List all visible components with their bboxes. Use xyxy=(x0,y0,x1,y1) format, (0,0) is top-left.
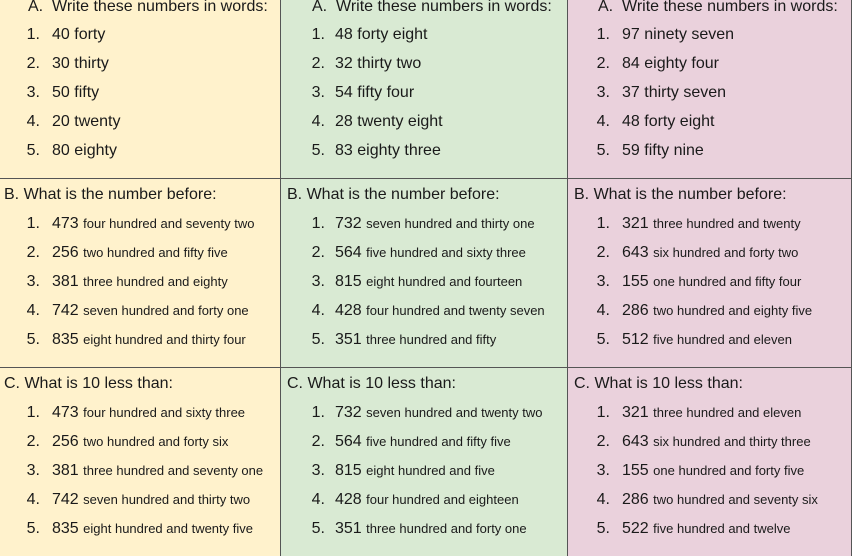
item-words: one hundred and fifty four xyxy=(653,274,802,289)
item-answer xyxy=(622,490,818,510)
item-number: 3. xyxy=(596,462,610,479)
item-words: five hundred and eleven xyxy=(653,332,792,347)
item-answer: 20 twenty xyxy=(52,113,121,130)
section-b-heading: B. What is the number before: xyxy=(574,186,787,203)
item-value: 155 xyxy=(622,273,649,290)
item-value: 732 xyxy=(335,215,362,232)
item-value: 564 xyxy=(335,244,362,261)
item-words: two hundred and fifty five xyxy=(83,245,228,260)
item-value: 321 xyxy=(622,215,649,232)
item-answer xyxy=(52,519,253,539)
item-number: 5. xyxy=(26,142,40,159)
section-a-heading xyxy=(598,0,838,16)
item-answer xyxy=(52,301,249,321)
item-value: 286 xyxy=(622,302,649,319)
row-divider xyxy=(0,178,852,179)
item-answer: 83 eighty three xyxy=(335,142,441,159)
section-b-heading: B. What is the number before: xyxy=(4,186,217,203)
item-number: 4. xyxy=(26,491,40,508)
section-a-heading xyxy=(312,0,552,16)
item-answer xyxy=(622,432,811,452)
item-answer xyxy=(335,432,511,452)
section-c-heading: C. What is 10 less than: xyxy=(4,375,173,392)
item-answer xyxy=(52,432,228,452)
item-words: two hundred and seventy six xyxy=(653,492,818,507)
item-number: 3. xyxy=(596,84,610,101)
item-words: three hundred and twenty xyxy=(653,216,801,231)
item-answer: 50 fifty xyxy=(52,84,100,101)
item-number: 5. xyxy=(311,520,325,537)
item-words: seven hundred and twenty two xyxy=(366,405,543,420)
item-number: 2. xyxy=(26,55,40,72)
item-answer: 32 thirty two xyxy=(335,55,422,72)
item-words: seven hundred and forty one xyxy=(83,303,249,318)
section-a-letter: A. xyxy=(598,0,614,15)
item-answer: 84 eighty four xyxy=(622,55,719,72)
item-value: 732 xyxy=(335,404,362,421)
item-number: 5. xyxy=(26,331,40,348)
item-value: 286 xyxy=(622,491,649,508)
item-value: 522 xyxy=(622,520,649,537)
item-number: 3. xyxy=(596,273,610,290)
item-number: 2. xyxy=(596,244,610,261)
item-value: 428 xyxy=(335,491,362,508)
item-number: 2. xyxy=(596,433,610,450)
item-number: 3. xyxy=(311,273,325,290)
section-a-title: Write these numbers in words: xyxy=(336,0,552,15)
item-words: seven hundred and thirty one xyxy=(366,216,535,231)
item-number: 3. xyxy=(311,84,325,101)
item-number: 5. xyxy=(596,142,610,159)
item-value: 473 xyxy=(52,404,79,421)
item-number: 2. xyxy=(596,55,610,72)
item-answer xyxy=(622,519,790,539)
item-answer xyxy=(335,519,527,539)
item-words: five hundred and twelve xyxy=(653,521,791,536)
item-words: seven hundred and thirty two xyxy=(83,492,251,507)
item-answer xyxy=(622,330,792,350)
column-divider xyxy=(280,0,281,556)
item-number: 1. xyxy=(311,215,325,232)
item-number: 2. xyxy=(311,244,325,261)
item-number: 3. xyxy=(26,273,40,290)
item-value: 512 xyxy=(622,331,649,348)
item-value: 742 xyxy=(52,491,79,508)
item-number: 1. xyxy=(596,26,610,43)
item-number: 4. xyxy=(26,302,40,319)
item-number: 4. xyxy=(311,113,325,130)
item-answer xyxy=(335,490,519,510)
item-words: eight hundred and five xyxy=(366,463,495,478)
item-number: 5. xyxy=(311,142,325,159)
item-number: 2. xyxy=(311,433,325,450)
section-a-letter: A. xyxy=(28,0,44,15)
item-answer xyxy=(622,243,798,263)
section-a-title: Write these numbers in words: xyxy=(622,0,838,15)
item-number: 1. xyxy=(596,404,610,421)
item-words: three hundred and forty one xyxy=(366,521,527,536)
item-answer xyxy=(335,301,545,321)
item-value: 351 xyxy=(335,331,362,348)
item-number: 2. xyxy=(26,433,40,450)
section-a-letter: A. xyxy=(312,0,328,15)
item-number: 1. xyxy=(26,26,40,43)
item-number: 3. xyxy=(26,84,40,101)
item-answer: 54 fifty four xyxy=(335,84,415,101)
item-value: 428 xyxy=(335,302,362,319)
item-words: three hundred and eighty xyxy=(83,274,228,289)
item-words: six hundred and forty two xyxy=(653,245,799,260)
item-number: 1. xyxy=(26,404,40,421)
item-number: 5. xyxy=(26,520,40,537)
item-words: one hundred and forty five xyxy=(653,463,805,478)
item-answer: 37 thirty seven xyxy=(622,84,727,101)
item-words: two hundred and eighty five xyxy=(653,303,813,318)
item-answer xyxy=(52,461,263,481)
item-answer xyxy=(335,243,526,263)
item-value: 643 xyxy=(622,244,649,261)
item-number: 4. xyxy=(596,113,610,130)
item-value: 564 xyxy=(335,433,362,450)
section-a-heading xyxy=(28,0,268,16)
item-number: 1. xyxy=(311,404,325,421)
item-answer: 48 forty eight xyxy=(335,26,428,43)
item-answer xyxy=(52,243,228,263)
item-answer: 48 forty eight xyxy=(622,113,715,130)
item-answer xyxy=(622,301,812,321)
item-words: six hundred and thirty three xyxy=(653,434,811,449)
item-answer xyxy=(52,272,228,292)
item-words: four hundred and sixty three xyxy=(83,405,246,420)
row-divider xyxy=(0,367,852,368)
item-number: 3. xyxy=(26,462,40,479)
column-divider xyxy=(567,0,568,556)
item-answer: 28 twenty eight xyxy=(335,113,443,130)
item-answer xyxy=(622,461,804,481)
item-value: 155 xyxy=(622,462,649,479)
item-value: 381 xyxy=(52,462,79,479)
item-answer xyxy=(622,214,801,234)
item-value: 815 xyxy=(335,273,362,290)
worksheet-column-2 xyxy=(281,0,567,556)
item-words: five hundred and fifty five xyxy=(366,434,511,449)
item-value: 815 xyxy=(335,462,362,479)
item-answer xyxy=(335,214,535,234)
item-value: 473 xyxy=(52,215,79,232)
item-value: 835 xyxy=(52,331,79,348)
item-answer xyxy=(622,403,801,423)
item-number: 3. xyxy=(311,462,325,479)
worksheet-column-1 xyxy=(0,0,280,556)
item-number: 5. xyxy=(596,331,610,348)
item-answer xyxy=(52,214,254,234)
item-number: 2. xyxy=(26,244,40,261)
item-value: 256 xyxy=(52,433,79,450)
item-words: five hundred and sixty three xyxy=(366,245,526,260)
item-words: eight hundred and thirty four xyxy=(83,332,246,347)
item-number: 4. xyxy=(26,113,40,130)
item-number: 2. xyxy=(311,55,325,72)
item-number: 1. xyxy=(311,26,325,43)
item-answer xyxy=(52,490,250,510)
item-number: 4. xyxy=(311,491,325,508)
item-answer: 40 forty xyxy=(52,26,106,43)
item-answer: 97 ninety seven xyxy=(622,26,735,43)
item-words: three hundred and seventy one xyxy=(83,463,264,478)
item-number: 5. xyxy=(596,520,610,537)
section-a-title: Write these numbers in words: xyxy=(52,0,268,15)
item-answer: 59 fifty nine xyxy=(622,142,704,159)
item-words: two hundred and forty six xyxy=(83,434,229,449)
item-value: 643 xyxy=(622,433,649,450)
item-number: 1. xyxy=(26,215,40,232)
section-c-heading: C. What is 10 less than: xyxy=(287,375,456,392)
item-value: 835 xyxy=(52,520,79,537)
item-number: 4. xyxy=(596,491,610,508)
item-answer xyxy=(52,403,245,423)
item-number: 5. xyxy=(311,331,325,348)
item-answer xyxy=(52,330,246,350)
item-words: three hundred and eleven xyxy=(653,405,802,420)
item-answer xyxy=(335,272,522,292)
section-b-heading: B. What is the number before: xyxy=(287,186,500,203)
item-words: three hundred and fifty xyxy=(366,332,497,347)
item-number: 1. xyxy=(596,215,610,232)
item-value: 321 xyxy=(622,404,649,421)
item-answer: 30 thirty xyxy=(52,55,109,72)
item-value: 381 xyxy=(52,273,79,290)
item-words: four hundred and eighteen xyxy=(366,492,519,507)
item-value: 742 xyxy=(52,302,79,319)
item-answer xyxy=(335,330,496,350)
item-number: 4. xyxy=(596,302,610,319)
section-c-heading: C. What is 10 less than: xyxy=(574,375,743,392)
item-value: 351 xyxy=(335,520,362,537)
item-value: 256 xyxy=(52,244,79,261)
item-answer xyxy=(622,272,801,292)
item-answer xyxy=(335,461,495,481)
item-words: four hundred and twenty seven xyxy=(366,303,545,318)
item-words: eight hundred and twenty five xyxy=(83,521,253,536)
worksheet-column-3 xyxy=(568,0,851,556)
column-divider xyxy=(851,0,852,556)
item-answer: 80 eighty xyxy=(52,142,117,159)
item-answer xyxy=(335,403,543,423)
item-words: four hundred and seventy two xyxy=(83,216,255,231)
item-number: 4. xyxy=(311,302,325,319)
item-words: eight hundred and fourteen xyxy=(366,274,523,289)
